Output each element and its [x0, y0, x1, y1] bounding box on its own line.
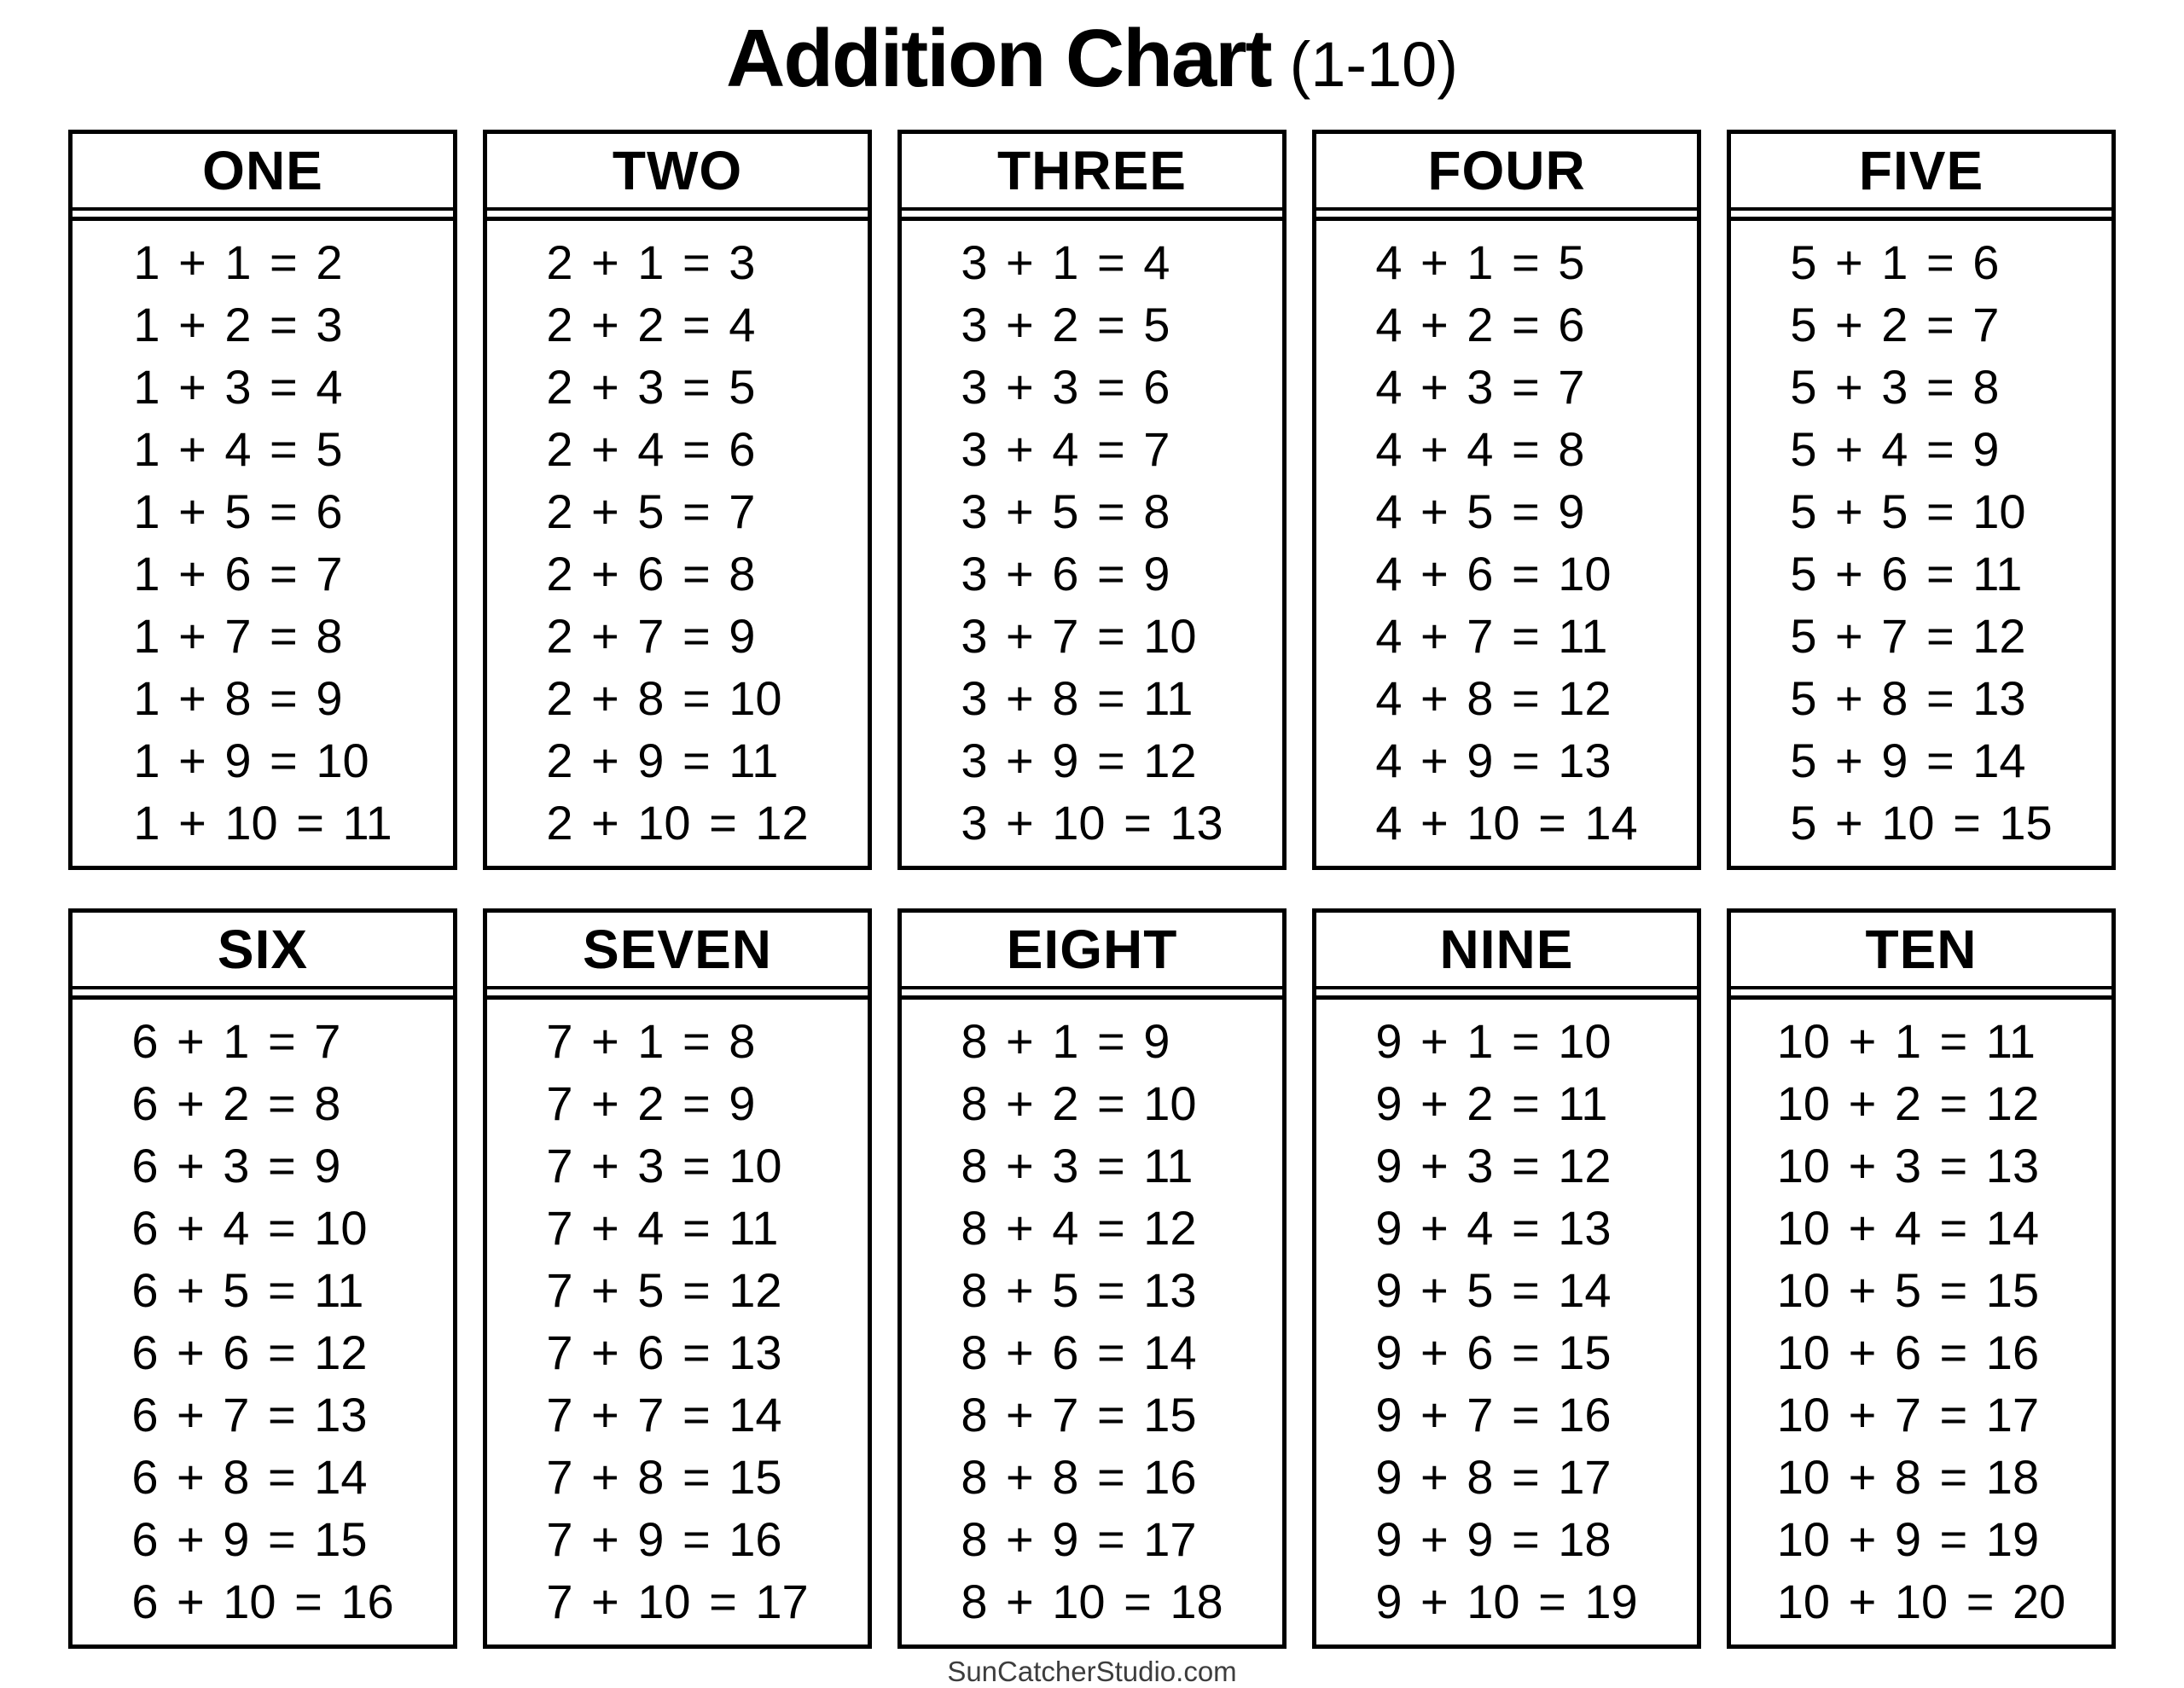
- equation-row: 10 + 3 = 13: [1776, 1139, 2040, 1192]
- table-heading: FOUR: [1316, 134, 1697, 211]
- table-heading: EIGHT: [902, 913, 1282, 989]
- equation-row: 6 + 6 = 12: [131, 1325, 368, 1379]
- equation-row: 3 + 7 = 10: [961, 609, 1197, 663]
- equation-row: 1 + 3 = 4: [133, 360, 343, 414]
- equation-row: 2 + 9 = 11: [546, 734, 779, 787]
- equation-row: 1 + 5 = 6: [133, 484, 343, 538]
- equation-row: 10 + 6 = 16: [1776, 1325, 2040, 1379]
- equation-row: 9 + 9 = 18: [1375, 1512, 1612, 1566]
- table-body: [487, 217, 868, 866]
- equation-row: 6 + 5 = 11: [131, 1263, 364, 1317]
- equation-row: 4 + 6 = 10: [1375, 547, 1612, 600]
- equation-list: [961, 1010, 1223, 1633]
- equation-row: 7 + 8 = 15: [546, 1450, 782, 1504]
- equation-row: 5 + 2 = 7: [1790, 298, 2000, 351]
- equation-row: 8 + 7 = 15: [961, 1388, 1197, 1441]
- equation-list: [1777, 1010, 2066, 1633]
- equation-row: 3 + 10 = 13: [961, 796, 1223, 850]
- addition-table: [68, 130, 457, 870]
- equation-row: 3 + 9 = 12: [961, 734, 1197, 787]
- equation-list: [1375, 231, 1637, 854]
- equation-row: 1 + 9 = 10: [133, 734, 369, 787]
- equation-row: 9 + 3 = 12: [1375, 1139, 1612, 1192]
- equation-row: 2 + 5 = 7: [546, 484, 756, 538]
- equation-row: 8 + 4 = 12: [961, 1201, 1197, 1255]
- equation-row: 8 + 10 = 18: [961, 1575, 1223, 1628]
- equation-row: 6 + 9 = 15: [131, 1512, 368, 1566]
- table-heading: TWO: [487, 134, 868, 211]
- equation-row: 6 + 7 = 13: [131, 1388, 368, 1441]
- equation-row: 10 + 9 = 19: [1776, 1512, 2040, 1566]
- equation-row: 2 + 4 = 6: [546, 422, 756, 476]
- equation-row: 7 + 4 = 11: [546, 1201, 779, 1255]
- equation-list: [546, 1010, 808, 1633]
- equation-row: 6 + 10 = 16: [131, 1575, 394, 1628]
- equation-row: 8 + 3 = 11: [961, 1139, 1194, 1192]
- equation-row: 3 + 6 = 9: [961, 547, 1170, 600]
- equation-row: 9 + 4 = 13: [1375, 1201, 1612, 1255]
- equation-row: 10 + 7 = 17: [1776, 1388, 2040, 1441]
- equation-row: 5 + 1 = 6: [1790, 235, 2000, 289]
- equation-row: 5 + 8 = 13: [1790, 671, 2026, 725]
- table-body: [902, 217, 1282, 866]
- equation-row: 2 + 7 = 9: [546, 609, 756, 663]
- table-heading: THREE: [902, 134, 1282, 211]
- equation-row: 6 + 3 = 9: [131, 1139, 341, 1192]
- equation-row: 7 + 6 = 13: [546, 1325, 782, 1379]
- equation-row: 10 + 10 = 20: [1776, 1575, 2066, 1628]
- table-body: [902, 995, 1282, 1644]
- equation-row: 6 + 2 = 8: [131, 1076, 341, 1130]
- equation-row: 8 + 8 = 16: [961, 1450, 1197, 1504]
- equation-row: 1 + 6 = 7: [133, 547, 343, 600]
- equation-row: 5 + 4 = 9: [1790, 422, 2000, 476]
- table-body: [73, 995, 453, 1644]
- footer-credit: SunCatcherStudio.com: [947, 1656, 1237, 1687]
- equation-row: 2 + 8 = 10: [546, 671, 782, 725]
- equation-row: 2 + 2 = 4: [546, 298, 756, 351]
- addition-table: [483, 908, 872, 1649]
- equation-row: 9 + 6 = 15: [1375, 1325, 1612, 1379]
- table-heading: SEVEN: [487, 913, 868, 989]
- equation-row: 10 + 4 = 14: [1776, 1201, 2040, 1255]
- title-range-text: (1-10): [1289, 29, 1458, 100]
- equation-row: 1 + 10 = 11: [133, 796, 392, 850]
- equation-row: 7 + 5 = 12: [546, 1263, 782, 1317]
- addition-table: [1727, 908, 2116, 1649]
- equation-row: 4 + 2 = 6: [1375, 298, 1585, 351]
- equation-row: 1 + 8 = 9: [133, 671, 343, 725]
- equation-row: 2 + 1 = 3: [546, 235, 756, 289]
- equation-row: 7 + 7 = 14: [546, 1388, 782, 1441]
- equation-row: 9 + 2 = 11: [1375, 1076, 1608, 1130]
- equation-list: [546, 231, 808, 854]
- addition-table: [68, 908, 457, 1649]
- equation-row: 1 + 4 = 5: [133, 422, 343, 476]
- equation-row: 8 + 2 = 10: [961, 1076, 1197, 1130]
- equation-row: 4 + 10 = 14: [1375, 796, 1638, 850]
- addition-table: [483, 130, 872, 870]
- equation-row: 4 + 1 = 5: [1375, 235, 1585, 289]
- equation-list: [133, 231, 392, 854]
- table-body: [73, 217, 453, 866]
- equation-row: 3 + 4 = 7: [961, 422, 1170, 476]
- table-heading: ONE: [73, 134, 453, 211]
- table-heading: SIX: [73, 913, 453, 989]
- equation-row: 6 + 1 = 7: [131, 1014, 341, 1068]
- table-body: [1731, 217, 2111, 866]
- equation-row: 5 + 5 = 10: [1790, 484, 2026, 538]
- equation-row: 3 + 3 = 6: [961, 360, 1170, 414]
- table-heading: TEN: [1731, 913, 2111, 989]
- table-heading: FIVE: [1731, 134, 2111, 211]
- equation-row: 3 + 8 = 11: [961, 671, 1194, 725]
- table-body: [487, 995, 868, 1644]
- equation-row: 4 + 3 = 7: [1375, 360, 1585, 414]
- equation-row: 9 + 7 = 16: [1375, 1388, 1612, 1441]
- equation-row: 8 + 1 = 9: [961, 1014, 1170, 1068]
- equation-row: 5 + 10 = 15: [1790, 796, 2053, 850]
- table-body: [1316, 217, 1697, 866]
- equation-row: 7 + 2 = 9: [546, 1076, 756, 1130]
- equation-row: 9 + 10 = 19: [1375, 1575, 1638, 1628]
- equation-row: 8 + 6 = 14: [961, 1325, 1197, 1379]
- equation-row: 8 + 9 = 17: [961, 1512, 1197, 1566]
- addition-table: [897, 130, 1287, 870]
- equation-row: 5 + 6 = 11: [1790, 547, 2023, 600]
- addition-table: [1312, 908, 1701, 1649]
- equation-row: 3 + 1 = 4: [961, 235, 1170, 289]
- equation-row: 7 + 9 = 16: [546, 1512, 782, 1566]
- equation-row: 3 + 2 = 5: [961, 298, 1170, 351]
- equation-row: 7 + 10 = 17: [546, 1575, 809, 1628]
- equation-list: [131, 1010, 393, 1633]
- equation-row: 6 + 8 = 14: [131, 1450, 368, 1504]
- page-title: [0, 0, 2184, 130]
- equation-row: 9 + 1 = 10: [1375, 1014, 1612, 1068]
- equation-row: 7 + 1 = 8: [546, 1014, 756, 1068]
- equation-row: 6 + 4 = 10: [131, 1201, 368, 1255]
- equation-row: 10 + 8 = 18: [1776, 1450, 2040, 1504]
- equation-row: 4 + 9 = 13: [1375, 734, 1612, 787]
- equation-row: 8 + 5 = 13: [961, 1263, 1197, 1317]
- equation-row: 9 + 8 = 17: [1375, 1450, 1612, 1504]
- addition-table: [897, 908, 1287, 1649]
- equation-row: 10 + 1 = 11: [1776, 1014, 2036, 1068]
- addition-table: [1312, 130, 1701, 870]
- table-body: [1731, 995, 2111, 1644]
- equation-row: 10 + 5 = 15: [1776, 1263, 2040, 1317]
- equation-list: [961, 231, 1223, 854]
- equation-row: 2 + 3 = 5: [546, 360, 756, 414]
- table-body: [1316, 995, 1697, 1644]
- tables-grid: [68, 130, 2116, 1649]
- equation-row: 7 + 3 = 10: [546, 1139, 782, 1192]
- equation-row: 4 + 7 = 11: [1375, 609, 1608, 663]
- equation-row: 1 + 2 = 3: [133, 298, 343, 351]
- equation-list: [1790, 231, 2052, 854]
- equation-row: 4 + 5 = 9: [1375, 484, 1585, 538]
- addition-table: [1727, 130, 2116, 870]
- equation-row: 4 + 8 = 12: [1375, 671, 1612, 725]
- equation-row: 5 + 7 = 12: [1790, 609, 2026, 663]
- equation-row: 3 + 5 = 8: [961, 484, 1170, 538]
- equation-list: [1375, 1010, 1637, 1633]
- table-heading: NINE: [1316, 913, 1697, 989]
- equation-row: 2 + 10 = 12: [546, 796, 809, 850]
- equation-row: 5 + 9 = 14: [1790, 734, 2026, 787]
- equation-row: 1 + 1 = 2: [133, 235, 343, 289]
- title-text: Addition Chart: [726, 13, 1271, 104]
- equation-row: 1 + 7 = 8: [133, 609, 343, 663]
- equation-row: 9 + 5 = 14: [1375, 1263, 1612, 1317]
- equation-row: 10 + 2 = 12: [1776, 1076, 2040, 1130]
- equation-row: 5 + 3 = 8: [1790, 360, 2000, 414]
- equation-row: 2 + 6 = 8: [546, 547, 756, 600]
- equation-row: 4 + 4 = 8: [1375, 422, 1585, 476]
